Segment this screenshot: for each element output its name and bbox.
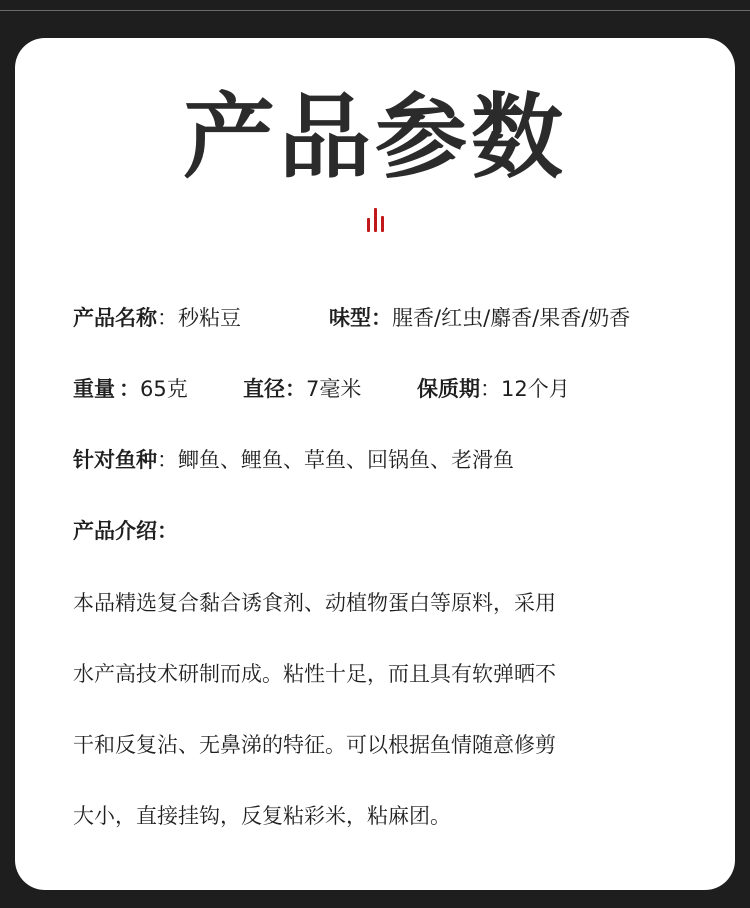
weight-label: 重量 <box>73 377 115 401</box>
intro-label: 产品介绍： <box>73 519 178 543</box>
product-name-sep: ： <box>157 306 178 330</box>
target-fish-field <box>73 445 514 475</box>
weight-field <box>73 374 188 404</box>
diameter-label: 直径： <box>243 377 306 401</box>
product-name-value: 秒粘豆 <box>178 306 241 330</box>
flavor-label: 味型： <box>329 306 392 330</box>
param-row-specs <box>73 374 693 404</box>
top-border-line <box>0 10 750 11</box>
param-row-name-flavor <box>73 303 693 333</box>
target-fish-label: 针对鱼种 <box>73 448 157 472</box>
weight-sep: ： <box>119 377 140 401</box>
flavor-value: 腥香/红虫/麝香/果香/奶香 <box>392 306 631 330</box>
product-name-field <box>73 303 241 333</box>
shelf-life-value: 12个月 <box>501 377 570 401</box>
red-divider-icon <box>366 206 386 232</box>
flavor-field <box>329 303 630 333</box>
product-name-label: 产品名称 <box>73 306 157 330</box>
target-fish-value: 鲫鱼、鲤鱼、草鱼、回锅鱼、老滑鱼 <box>178 448 514 472</box>
intro-line: 本品精选复合黏合诱食剂、动植物蛋白等原料，采用 <box>73 591 556 615</box>
weight-value: 65克 <box>140 377 188 401</box>
intro-line: 大小，直接挂钩，反复粘彩米，粘麻团。 <box>73 804 451 828</box>
diameter-field <box>243 374 361 404</box>
shelf-life-field <box>417 374 570 404</box>
intro-heading <box>73 516 178 546</box>
diameter-value: 7毫米 <box>306 377 362 401</box>
target-fish-sep: ： <box>157 448 178 472</box>
intro-line: 水产高技术研制而成。粘性十足，而且具有软弹晒不 <box>73 662 556 686</box>
intro-line: 干和反复沾、无鼻涕的特征。可以根据鱼情随意修剪 <box>73 733 556 757</box>
shelf-life-sep: ： <box>480 377 501 401</box>
shelf-life-label: 保质期 <box>417 377 480 401</box>
page-title: 产品参数 <box>182 84 567 191</box>
